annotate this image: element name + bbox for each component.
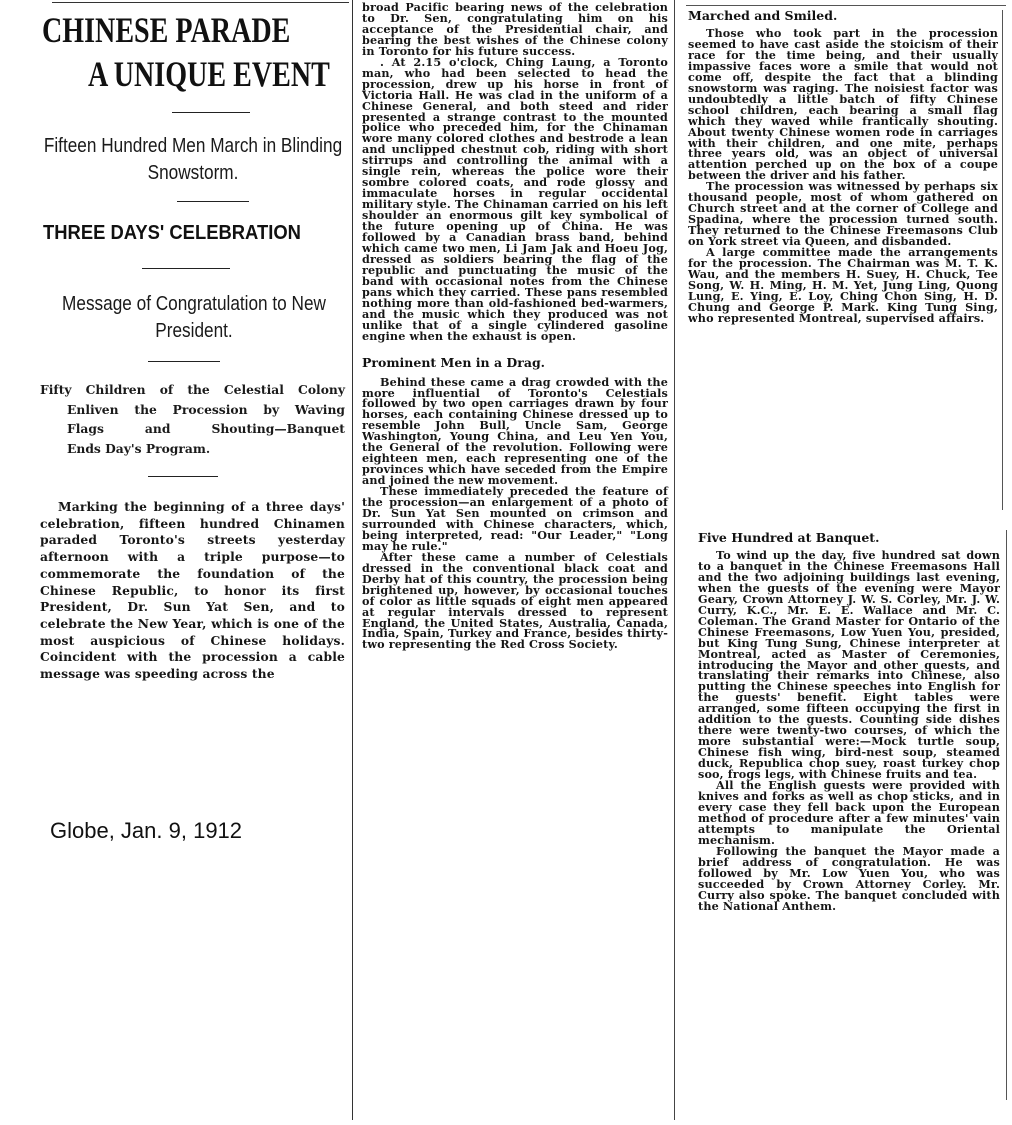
article-body-col2b [362, 374, 668, 652]
paragraph: The procession was witnessed by perhaps six thousand people, most of whom gathered on Church street and at the corner of College and Spadina, where the procession turned south. They returned to the Chinese Freemasons Club on York street via Queen, and disbanded. [688, 179, 998, 249]
article-body-col1 [40, 499, 345, 683]
section-heading-marched: Marched and Smiled. [688, 8, 838, 23]
paragraph: Following the banquet the Mayor made a brief address of congratulation. He was followed by Mr. Low Yuen You, who was succeeded by Crown Attorney Corley. Mr. Curry also spoke. The banquet concluded with the National Anthem. [698, 843, 1000, 913]
paragraph: All the English guests were provided with knives and forks as well as chop sticks, and in every case they fell back upon the European method of procedure after a few minutes' vain attempts to manipulate the Oriental mechanism. [698, 778, 1000, 847]
deck-rule [148, 476, 218, 477]
deck-fifteen-hundred: Fifteen Hundred Men March in Blinding Snowstorm. [43, 135, 343, 184]
paragraph: A large committee made the arrangements for the procession. The Chairman was M. T. K. Wau, and the members H. Suey, H. Chuck, Tee Song, W. H. Ming, H. M. Yet, Jung Ling, Quong Lung, E. Ying, E. Loy, Ching Chon Sing, H. D. Chung and George P. Mark. King Tung Sing, who represented Montreal, supervised affairs. [688, 245, 998, 325]
section-heading-banquet: Five Hundred at Banquet. [698, 530, 880, 545]
headline-line-1: CHINESE PARADE [42, 10, 291, 50]
article-body-col3a [688, 28, 998, 324]
article-body-col2a [362, 2, 668, 342]
headline-line-2: A UNIQUE EVENT [88, 54, 330, 94]
subdeck-line: Fifty Children of the Celestial Colony [40, 382, 345, 397]
subdeck-line: Enliven the Procession by Waving [67, 401, 345, 417]
paragraph: After these came a number of Celestials dressed in the conventional black coat and Derby hat of this country, the procession being brightened up, however, by occasional touches of color as little squads of eight men appeared at regular intervals dressed to represent England, the United States, Australia, Canada, India, Spain, Turkey and France, besides thirty-two representing the Red Cross Society. [362, 549, 668, 652]
source-caption: Globe, Jan. 9, 1912 [50, 818, 243, 843]
article-body-col3b [698, 550, 1000, 911]
deck-rule [177, 201, 249, 202]
subdeck-line: Flags and Shouting—Banquet [67, 421, 345, 436]
column-divider [674, 0, 675, 1120]
deck-three-days: THREE DAYS' CELEBRATION [43, 222, 301, 244]
column-divider [1006, 530, 1007, 1100]
deck-message: Message of Congratulation to New President. [62, 293, 326, 342]
top-rule [52, 2, 349, 3]
deck-rule [142, 268, 230, 269]
paragraph: To wind up the day, five hundred sat down to a banquet in the Chinese Freemasons Hall and the two adjoining buildings last evening, when the guests of the evening were Mayor Geary, Crown Attorney J. W. S. Corley, Mr. J. W. Curry, K.C., Mr. E. E. Wallace and Mr. C. Coleman. The Grand Master for Ontario of the Chinese Freemasons, Low Yuen You, presided, but King Tung Sung, Chinese interpreter at Montreal, acted as Master of Ceremonies, introducing the Mayor and other guests, and translating their remarks into Chinese, also putting the Chinese speeches into English for the guests' benefit. Eight tables were arranged, some fifteen occupying the first in addition to the guests. Counting side dishes there were twenty-two courses, of which the more substantial were:—Mock turtle soup, Chinese fish wing, bird-nest soup, steamed duck, Republica chop suey, roast turkey chop soo, frogs legs, with Chinese fruits and tea. [698, 548, 1000, 782]
column-3-bottom [698, 530, 1000, 911]
column-divider [1002, 10, 1003, 510]
subdeck-line: Ends Day's Program. [67, 440, 211, 456]
column-1 [40, 8, 345, 683]
paragraph: Behind these came a drag crowded with the more influential of Toronto's Celestials followed by two open carriages drawn by four horses, each containing Chinese dressed up to resemble John Bull, Uncle Sam, George Washington, Young China, and Leu Yen You, the General of the revolution. Following were eighteen men, each representing one of the provinces which have seceded from the Empire and joined the new movement. [362, 374, 668, 488]
paragraph: broad Pacific bearing news of the celebration to Dr. Sen, congratulating him on his acceptance of the Presidential chair, and bearing the best wishes of the Chinese colony in Toronto for his future success. [362, 0, 668, 58]
paragraph: Marking the beginning of a three days' celebration, fifteen hundred Chinamen paraded Toronto's streets yesterday afternoon with a triple purpose—to commemorate the foundation of the Chinese Republic, to honor its first President, Dr. Sun Yat Sen, and to celebrate the New Year, which is one of the most auspicious of Chinese holidays. Coincident with the procession a cable message was speeding across the [40, 499, 345, 682]
top-rule [686, 5, 1006, 6]
paragraph: These immediately preceded the feature of the procession—an enlargement of a photo of Dr. Sun Yat Sen mounted on crimson and surrounded with Chinese characters, which, being interpreted, read: "Our Leader," "Long may he rule." [362, 484, 668, 553]
subdeck [40, 380, 345, 458]
paragraph: Those who took part in the procession seemed to have cast aside the stoicism of their race for the time being, and their usually impassive faces wore a smile that would not come off, despite the fact that a blinding snowstorm was raging. The noisiest factor was undoubtedly a little batch of fifty Chinese school children, each bearing a small flag which they waved while frantically shouting. About twenty Chinese women rode in carriages with their children, and one mite, perhaps three years old, was an object of universal attention perched up on the box of a coupe between the driver and his father. [688, 26, 998, 183]
deck-rule [172, 112, 250, 113]
paragraph: . At 2.15 o'clock, Ching Laung, a Toronto man, who had been selected to head the procession, drew up his horse in front of Victoria Hall. He was clad in the uniform of a Chinese General, and both steed and rider presented a strange contrast to the mounted police who preceded him, for the Chinaman wore many colored clothes and bestrode a lean and unclipped chestnut cob, riding with short stirrups and controlling the animal with a single rein, whereas the police wore their sombre colored coats, and rode glossy and immaculate horses in regular occidental military style. The Chinaman carried on his left shoulder an enormous gilt key symbolical of the future opening up of China. He was followed by a Canadian brass band, behind which came two men, Li Jam Jak and Hoeu Jog, dressed as soldiers bearing the flag of the republic and punctuating the music of the band with occasional notes from the Chinese pans which they carried. These pans resembled nothing more than old-fashioned bed-warmers, and the music which they produced was not unlike that of a single cylindered gasoline engine when the exhaust is open. [362, 54, 668, 343]
column-2 [362, 2, 668, 650]
column-divider [352, 0, 353, 1120]
column-3-top [688, 8, 998, 324]
deck-rule [148, 361, 220, 362]
section-heading-prominent-men: Prominent Men in a Drag. [362, 354, 546, 370]
